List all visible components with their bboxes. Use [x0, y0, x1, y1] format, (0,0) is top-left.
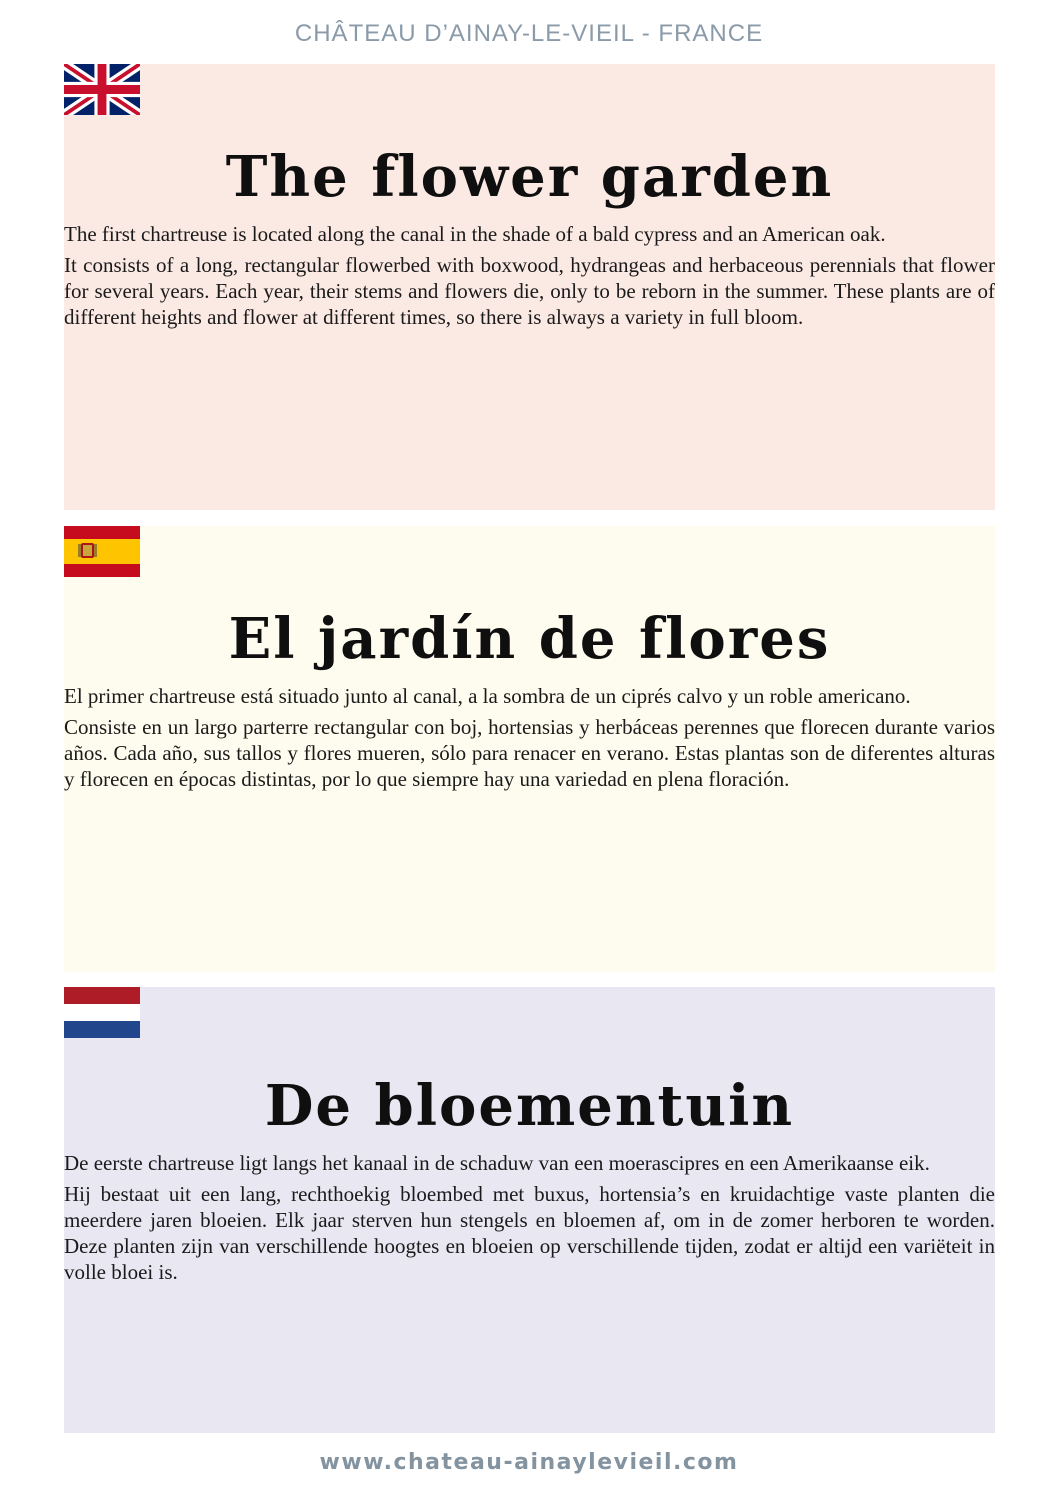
section-paragraph: De eerste chartreuse ligt langs het kanaal in de schaduw van een moerascipres en een Amerikaanse eik. [64, 1151, 930, 1175]
section-body [64, 221, 995, 335]
section-paragraph: It consists of a long, rectangular flowerbed with boxwood, hydrangeas and herbaceous perennials that flower for several years. Each year, their stems and flowers die, only to be reborn in the summer. These plants are of different heights and flower at different times, so there is always a variety in full bloom. [64, 253, 995, 329]
section-body [64, 683, 995, 797]
section-paragraph: The first chartreuse is located along the canal in the shade of a bald cypress and an American oak. [64, 222, 886, 246]
section-dutch [64, 987, 995, 1433]
section-title: The flower garden [225, 144, 834, 210]
section-title: El jardín de flores [228, 606, 831, 672]
uk-flag-icon [64, 64, 140, 115]
netherlands-flag-icon [64, 987, 140, 1038]
section-paragraph: Consiste en un largo parterre rectangular con boj, hortensias y herbáceas perennes que florecen durante varios años. Cada año, sus tallos y flores mueren, sólo para renacer en verano. Estas plantas son de diferentes alturas y florecen en épocas distintas, por lo que siempre hay una variedad en plena floración. [64, 715, 995, 791]
section-spanish [64, 526, 995, 972]
section-title: De bloementuin [264, 1073, 795, 1139]
spain-flag-icon [64, 526, 140, 577]
section-english [64, 64, 995, 510]
section-paragraph: El primer chartreuse está situado junto al canal, a la sombra de un ciprés calvo y un roble americano. [64, 684, 911, 708]
website-link[interactable]: www.chateau-ainaylevieil.com [319, 1450, 739, 1475]
page-header-title: CHÂTEAU D’AINAY-LE-VIEIL - FRANCE [294, 20, 764, 47]
section-paragraph: Hij bestaat uit een lang, rechthoekig bloembed met buxus, hortensia’s en kruidachtige vaste planten die meerdere jaren bloeien. Elk jaar sterven hun stengels en bloemen af, om in de zomer herboren te worden. Deze planten zijn van verschillende hoogtes en bloeien op verschillende tijden, zodat er altijd een variëteit in volle bloei is. [64, 1182, 995, 1284]
section-body [64, 1150, 995, 1290]
